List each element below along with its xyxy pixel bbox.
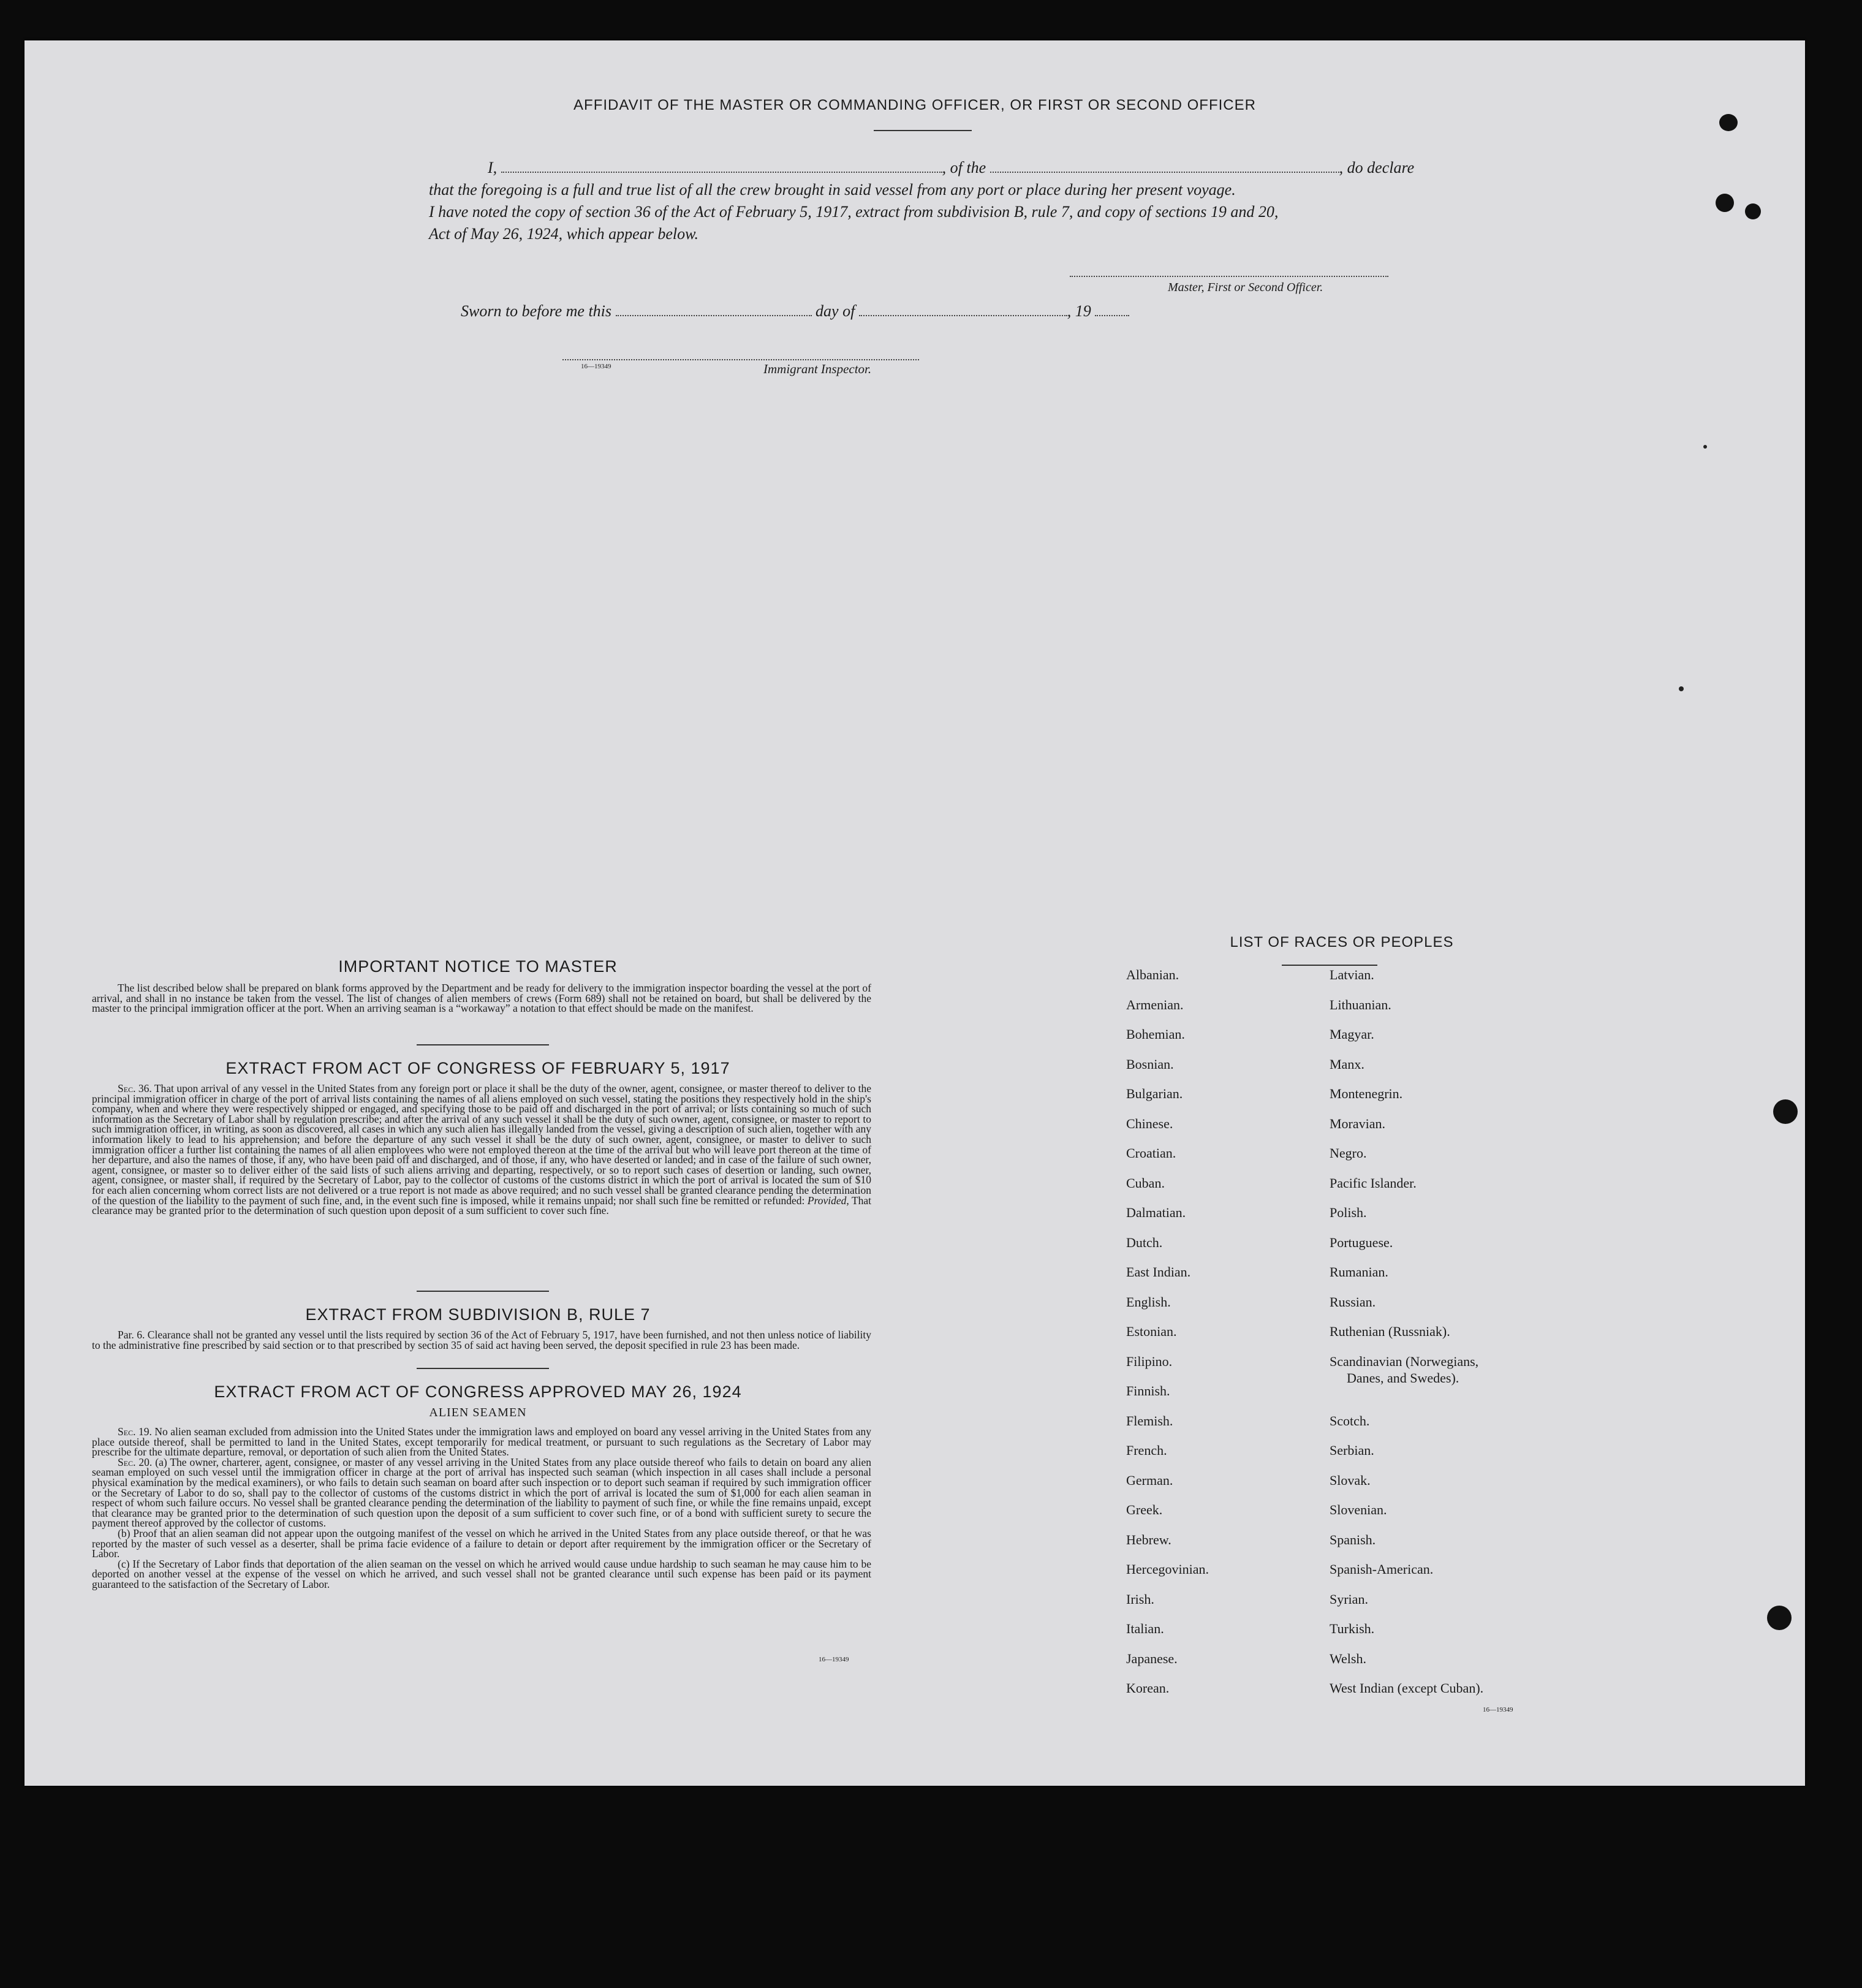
form-number: 16—19349 [819,1656,849,1663]
race-item: Syrian. [1330,1591,1368,1607]
race-item: Turkish. [1330,1621,1375,1636]
race-item: English. [1126,1294,1171,1310]
master-name-blank[interactable] [501,158,942,173]
race-item: Scandinavian (Norwegians, [1330,1353,1479,1369]
race-item: Bulgarian. [1126,1086,1183,1101]
sworn-line [461,300,1129,322]
race-item: Spanish-American. [1330,1561,1434,1577]
race-item-continuation: Danes, and Swedes). [1347,1370,1459,1386]
provided-word: Provided, [807,1194,849,1207]
race-item: Negro. [1330,1145,1367,1161]
divider [1282,965,1377,966]
ink-blot [1719,114,1738,131]
race-item: Estonian. [1126,1324,1177,1339]
affidavit-text-i: I, [488,159,498,176]
section-19-label: Sec. 19. [118,1425,152,1438]
race-item: Hebrew. [1126,1531,1171,1547]
rule-7-title: EXTRACT FROM SUBDIVISION B, RULE 7 [305,1305,651,1324]
extract-1917-text [92,1083,871,1216]
sworn-text: Sworn to before me this [461,302,612,320]
race-item: Greek. [1126,1502,1163,1517]
section-20c-text: (c) If the Secretary of Labor finds that deportation of the alien seaman on the vessel on which he arrived would cause undue hardship to such seaman he may cause him to be deported on another vessel at the expense of the vessel on which he arrived, and such vessel shall not be granted clearance until such expense has been paid or its payment guaranteed to the satisfaction of the Secretary of Labor. [92,1557,871,1590]
race-item: East Indian. [1126,1264,1191,1280]
race-item: Pacific Islander. [1330,1175,1417,1191]
section-20b-text: (b) Proof that an alien seaman did not appear upon the outgoing manifest of the vessel on which he arrived in the United States from any place outside thereof, or that he was reported by the master of such vessel as a deserter, shall be prima facie evidence of a failure to detain or deport after requirement by the immigration officer or the Secretary of Labor. [92,1527,871,1560]
race-item: Slovak. [1330,1472,1371,1488]
sworn-year-prefix: , 19 [1067,302,1091,320]
master-signature-line[interactable] [1070,276,1388,277]
race-item: Russian. [1330,1294,1376,1310]
ink-blot [1745,203,1761,219]
race-item: Hercegovinian. [1126,1561,1209,1577]
races-title: LIST OF RACES OR PEOPLES [1230,934,1454,950]
race-item: Magyar. [1330,1026,1374,1042]
race-item: Spanish. [1330,1531,1376,1547]
race-item: Polish. [1330,1205,1367,1220]
affidavit-text-declare: , do declare [1339,159,1415,176]
ink-blot [1716,194,1734,212]
extract-1917-title: EXTRACT FROM ACT OF CONGRESS OF FEBRUARY 5, 1917 [225,1059,730,1077]
race-item: Flemish. [1126,1413,1173,1428]
section-20a-text: (a) The owner, charterer, agent, consignee, or master of any vessel arriving in the United States from any place outside thereof who fails to detain on board any alien seaman employed on such vessel until the immigration officer in charge at the port of arrival has inspected such seaman (which inspection in all cases shall include a personal physical examination by the medical examiners), or who fails to detain such seaman on board after such inspection or to deport such seaman if required by such immigration officer or the Secretary of Labor to do so, shall pay to the collector of customs of the customs district in which the port of arrival is located the sum of $1,000 for each alien seaman in respect of whom such failure occurs. No vessel shall be granted clearance pending the determination of the liability to payment of such fine, or while the fine remains unpaid, except that clearance may be granted prior to the determination of such question upon the deposit of a sum sufficient to cover such fine, or of a bond with sufficient surety to secure the payment thereof approved by the collector of customs. [92,1455,871,1530]
inspector-signature-label: Immigrant Inspector. [763,362,872,376]
race-item: Bohemian. [1126,1026,1185,1042]
form-number: 16—19349 [581,363,611,370]
race-item: German. [1126,1472,1173,1488]
extract-1924-title: EXTRACT FROM ACT OF CONGRESS APPROVED MAY 26, 1924 [214,1383,742,1401]
divider [417,1291,549,1292]
affidavit-text-of-the: , of the [942,159,986,176]
race-item: Dutch. [1126,1234,1163,1250]
form-number: 16—19349 [1483,1706,1513,1713]
race-item: Croatian. [1126,1145,1176,1161]
race-item: Latvian. [1330,967,1374,982]
section-36-label: Sec. 36. [118,1082,152,1095]
race-item: Lithuanian. [1330,996,1391,1012]
race-item: French. [1126,1443,1167,1458]
punch-hole [1773,1099,1798,1124]
notice-text [92,983,871,1014]
sworn-day-of: day of [816,302,855,320]
race-item: Finnish. [1126,1383,1170,1398]
race-item: Moravian. [1330,1115,1386,1131]
alien-seamen-subtitle: ALIEN SEAMEN [429,1406,527,1419]
speck [1703,445,1707,449]
divider [417,1368,549,1369]
divider [874,130,972,131]
extract-1924-text [92,1427,871,1590]
affidavit-line-2: that the foregoing is a full and true list of all the crew brought in said vessel from any port or place during her present voyage. [429,181,1236,199]
race-item: Cuban. [1126,1175,1165,1191]
section-20-label: Sec. 20. [118,1455,153,1468]
race-item: Rumanian. [1330,1264,1388,1280]
document-sheet [25,40,1805,1786]
section-19-text: No alien seaman excluded from admission into the United States under the immigration laws and employed on board any vessel arriving in the United States from any place outside thereof, shall be permitted to land in the United States, except temporarily for medical treatment, or pursuant to such regulations as the Secretary of Labor may prescribe for the ultimate departure, removal, or deportation of such alien from the United States. [92,1425,872,1459]
race-item: Welsh. [1330,1650,1366,1666]
master-signature-label: Master, First or Second Officer. [1168,281,1323,294]
section-36-text: That upon arrival of any vessel in the United States from any foreign port or place it shall be the duty of the owner, agent, consignee, or master thereof to deliver to the principal immigration officer in charge of the port of arrival lists containing the names of all aliens employed on such vessel, stating the positions they respectively hold in the ship's company, when and where they were respectively shipped or engaged, and specifying those to be paid off and discharged in the port of arrival; or lists containing so much of such information as the Secretary of Labor shall by regulation prescribe; and after the arrival of any such vessel it shall be the duty of such owner, agent, consignee, or master to report to such immigration officer, in writing, as soon as discovered, all cases in which any such alien has illegally landed from the vessel, giving a description of such alien, together with any information likely to lead to his apprehension; and before the departure of any such vessel it shall be the duty of such owner, agent, consignee, or master to deliver to such immigration officer a further list containing the names of all alien employees who were not employed thereon at the time of the arrival but who will leave port thereon at the time of her departure, and also the names of those, if any, who have been paid off and discharged, and of those, if any, who have deserted or landed; and in case of the failure of such owner, agent, consignee, or master so to deliver either of the said lists of such aliens arriving and departing, respectively, or so to report such cases of desertion or landing, such owner, agent, consignee, or master shall, if required by the Secretary of Labor, pay to the collector of customs of the customs district in which the port of arrival is located the sum of $10 for each alien concerning whom correct lists are not delivered or a true report is not made as above required; and no such vessel shall be granted clearance pending the determination of the question of the liability to the payment of such fine, and, in the event such fine is imposed, while it remains unpaid; nor shall such fine be remitted or refunded: [92,1082,871,1207]
speck [1679,686,1684,691]
affidavit-title: AFFIDAVIT OF THE MASTER OR COMMANDING OFFICER, OR FIRST OR SECOND OFFICER [573,97,1256,113]
race-item: Japanese. [1126,1650,1178,1666]
race-item: Albanian. [1126,967,1179,982]
race-item: Dalmatian. [1126,1205,1186,1220]
inspector-signature-line[interactable] [562,359,919,360]
race-item: Ruthenian (Russniak). [1330,1324,1450,1339]
divider [417,1044,549,1045]
race-item: Irish. [1126,1591,1154,1607]
race-item: Montenegrin. [1330,1086,1403,1101]
vessel-name-blank[interactable] [990,158,1339,173]
race-item: Portuguese. [1330,1234,1393,1250]
sworn-day-blank[interactable] [616,302,812,316]
affidavit-line-1 [429,157,1414,179]
sworn-year-blank[interactable] [1095,302,1129,316]
race-item: Italian. [1126,1621,1164,1636]
affidavit-line-3: I have noted the copy of section 36 of the Act of February 5, 1917, extract from subdivision B, rule 7, and copy of sections 19 and 20, [429,203,1279,221]
race-item: Filipino. [1126,1353,1173,1369]
race-item: West Indian (except Cuban). [1330,1680,1484,1696]
rule-7-paragraph: Par. 6. Clearance shall not be granted any vessel until the lists required by section 36 of the Act of February 5, 1917, have been furnished, and not then unless notice of liability to the administrative fine prescribed by said section or to that prescribed by section 35 of said act having been served, the deposit specified in rule 23 has been made. [92,1329,871,1351]
affidavit-line-4: Act of May 26, 1924, which appear below. [429,225,699,243]
race-item: Chinese. [1126,1115,1173,1131]
race-item: Serbian. [1330,1443,1374,1458]
race-item: Bosnian. [1126,1056,1174,1072]
sworn-month-blank[interactable] [859,302,1067,316]
notice-title: IMPORTANT NOTICE TO MASTER [338,957,618,976]
race-item: Korean. [1126,1680,1170,1696]
race-item: Slovenian. [1330,1502,1387,1517]
notice-paragraph: The list described below shall be prepared on blank forms approved by the Department and be ready for delivery to the immigration inspector boarding the vessel at the port of arrival, and shall in no instance be taken from the vessel. The list of changes of alien members of crews (Form 689) shall not be retained on board, but shall be delivered by the master to the principal immigration officer at the port. When an arriving seaman is a “workaway” a notation to that effect should be made on the manifest. [92,982,871,1015]
race-item: Manx. [1330,1056,1364,1072]
punch-hole [1767,1606,1792,1630]
race-item: Armenian. [1126,996,1184,1012]
section-36-text-end: That clearance may be granted prior to the determination of such question upon deposit of a sum sufficient to cover such fine. [92,1194,872,1217]
race-item: Scotch. [1330,1413,1370,1428]
rule-7-text [92,1330,871,1350]
